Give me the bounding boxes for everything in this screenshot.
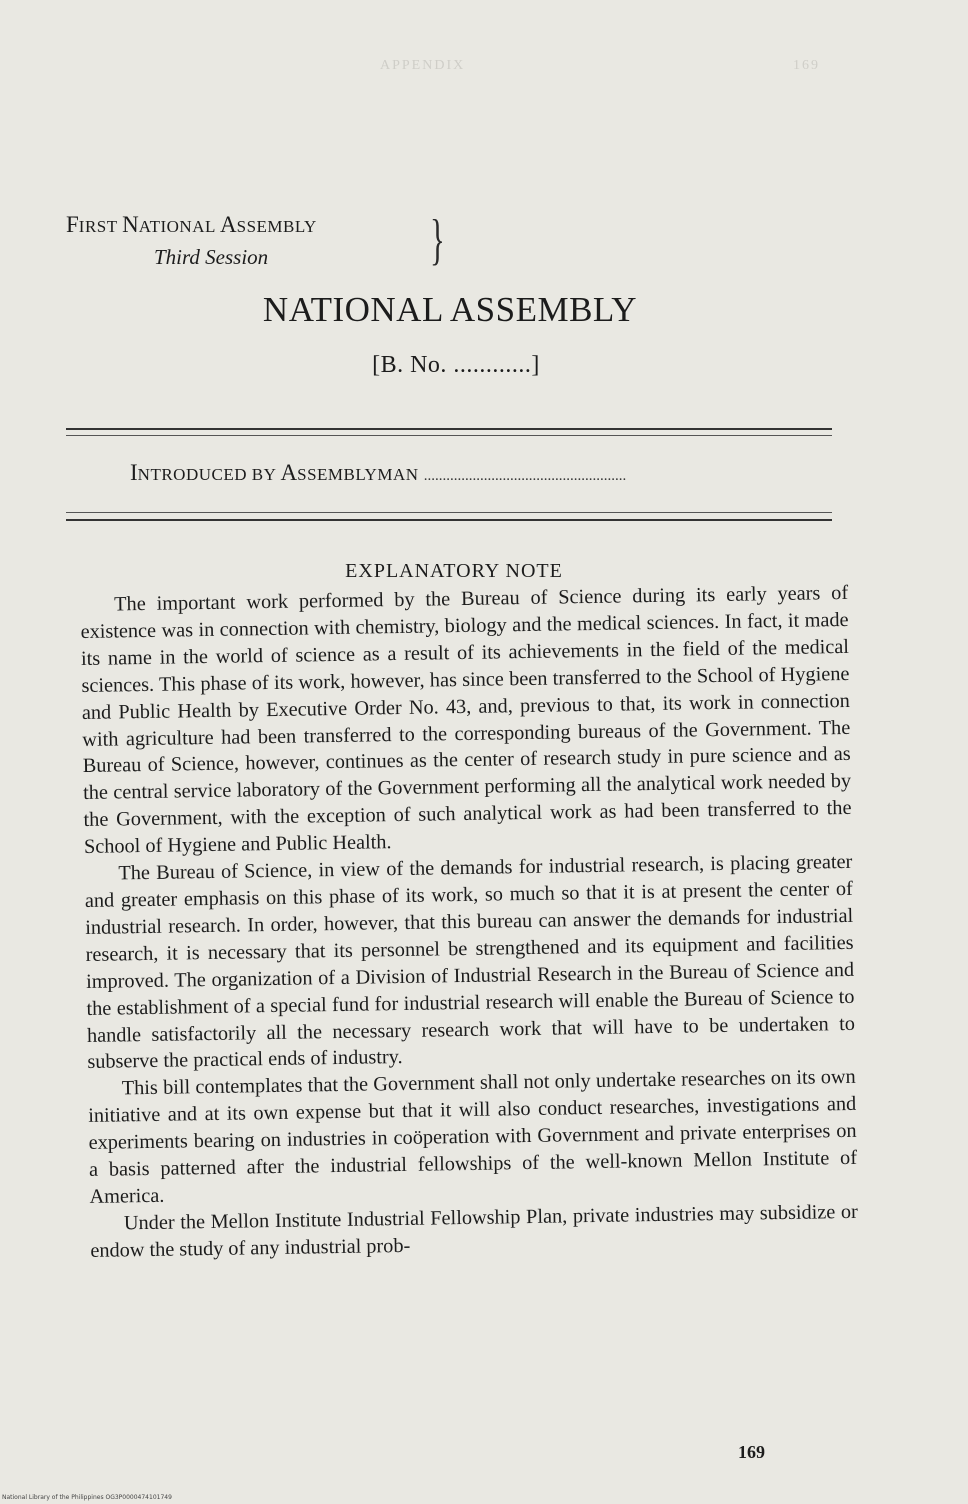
assembly-part-2: ATIONAL: [138, 217, 220, 236]
assemblyman-blank: ......................................................: [423, 468, 627, 484]
assembly-part-1: IRST: [78, 217, 123, 236]
assembly-part-3: SSEMBLY: [236, 217, 317, 236]
introduced-part-1: NTRODUCED BY: [137, 465, 281, 484]
running-head-bleedthrough: [380, 58, 820, 74]
assembly-initial-n: N: [122, 212, 139, 237]
divider-rule: [66, 512, 832, 513]
library-credit: National Library of the Philippines OG3P0000474101749: [2, 1494, 172, 1501]
page-title: NATIONAL ASSEMBLY: [262, 290, 638, 329]
introduced-by-line: [130, 460, 626, 486]
introduced-initial-i: I: [130, 460, 138, 485]
paragraph: This bill contemplates that the Government shall not only undertake researches on its own initiative and at its own expense but that it will also conduct researches, investigations and experiments bearing on industries in coöperation with Government and private enterprises on a basis patterned after the industrial fellowships of the well-known Mellon Institute of America.: [88, 1066, 858, 1208]
paragraph: The Bureau of Science, in view of the demands for industrial research, is placing greater and greater emphasis on this phase of its work, so much so that it is at present the center of industrial research. In order, however, that this bureau can answer the demands for industrial research, it is necessary that its personnel be strengthened and its equipment and facilities improved. The organization of a Division of Industrial Research in the Bureau of Science and the establishment of a special fund for industrial research will enable the Bureau of Science to handle satisfactorily all the necessary research work that will have to be undertaken to subserve the practical ends of industry.: [84, 850, 856, 1074]
divider-rule: [66, 435, 832, 436]
explanatory-note-body: [80, 580, 858, 1265]
bill-number: [B. No. ............]: [372, 352, 540, 378]
assembly-line: [66, 210, 317, 242]
assembly-initial-f: F: [66, 212, 79, 237]
session-block: [66, 210, 317, 272]
divider-rule: [66, 519, 832, 521]
paragraph: Under the Mellon Institute Industrial Fellowship Plan, private industries may subsidize or endow the study of any industrial prob-: [90, 1200, 859, 1262]
running-head-page: 169: [793, 58, 820, 73]
divider-rule: [66, 428, 832, 430]
page-number: 169: [738, 1442, 765, 1462]
curly-brace-icon: }: [430, 209, 445, 271]
session-line: Third Session: [154, 245, 269, 269]
paragraph: The important work performed by the Bureau of Science during its early years of existence was in connection with chemistry, biology and the medical sciences. In fact, it made its name in the world of science as a result of its achievements in the field of the medical sciences. This phase of its work, however, has since been transferred to the School of Hygiene and Public Health by Executive Order No. 43, and, previous to that, its work in connection with agriculture had been transferred to the corresponding bureaus of the Government. The Bureau of Science, however, continues as the center of research study in pure science and as the central service laboratory of the Government performing all the analytical work needed by the Government, with the exception of such analytical work as had been transferred to the School of Hygiene and Public Health.: [80, 581, 852, 859]
assembly-initial-a: A: [220, 212, 237, 237]
introduced-initial-a: A: [280, 460, 298, 485]
introduced-part-2: SSEMBLYMAN: [297, 465, 419, 484]
explanatory-note-heading: EXPLANATORY NOTE: [345, 560, 563, 582]
running-head-title: APPENDIX: [380, 58, 466, 73]
